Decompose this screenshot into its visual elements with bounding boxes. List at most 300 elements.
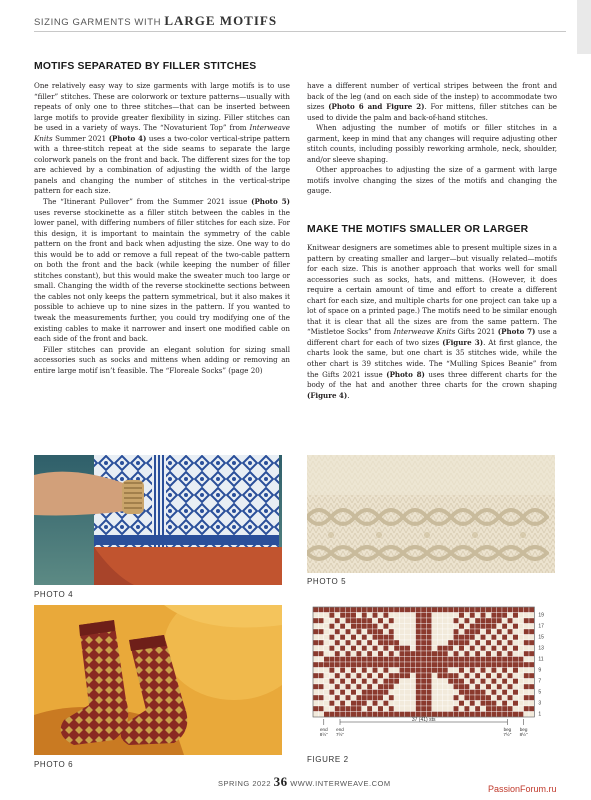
chart-cell xyxy=(324,624,329,630)
chart-cell xyxy=(345,635,350,641)
chart-cell xyxy=(372,607,377,613)
chart-cell xyxy=(416,624,421,630)
chart-cell xyxy=(470,635,475,641)
chart-cell xyxy=(480,673,485,679)
chart-cell xyxy=(426,673,431,679)
chart-cell xyxy=(507,701,512,707)
chart-cell xyxy=(416,657,421,663)
chart-cell xyxy=(475,613,480,619)
chart-cell xyxy=(529,701,534,707)
chart-cell xyxy=(453,701,458,707)
chart-cell xyxy=(362,646,367,652)
chart-cell xyxy=(426,701,431,707)
chart-cell xyxy=(383,712,388,718)
chart-cell xyxy=(513,679,518,685)
chart-cell xyxy=(464,701,469,707)
chart-cell xyxy=(437,668,442,674)
chart-cell xyxy=(448,629,453,635)
chart-cell xyxy=(491,657,496,663)
chart-cell xyxy=(416,607,421,613)
chart-cell xyxy=(518,607,523,613)
chart-cell xyxy=(470,662,475,668)
chart-cell xyxy=(410,607,415,613)
chart-cell xyxy=(453,679,458,685)
chart-cell xyxy=(362,618,367,624)
chart-cell xyxy=(486,635,491,641)
chart-cell xyxy=(313,695,318,701)
text-run: (Photo 5) xyxy=(251,197,290,207)
chart-cell xyxy=(507,712,512,718)
chart-cell xyxy=(351,640,356,646)
chart-cell xyxy=(491,618,496,624)
chart-cell xyxy=(529,657,534,663)
chart-cell xyxy=(448,679,453,685)
chart-cell xyxy=(513,701,518,707)
chart-cell xyxy=(443,690,448,696)
chart-cell xyxy=(497,613,502,619)
chart-cell xyxy=(367,651,372,657)
chart-cell xyxy=(372,613,377,619)
chart-cell xyxy=(437,618,442,624)
chart-cell xyxy=(513,662,518,668)
size-mark-value: 7½" xyxy=(335,732,345,737)
chart-cell xyxy=(464,618,469,624)
chart-cell xyxy=(389,684,394,690)
chart-cell xyxy=(340,629,345,635)
chart-cell xyxy=(497,706,502,712)
chart-cell xyxy=(524,657,529,663)
chart-cell xyxy=(340,690,345,696)
chart-cell xyxy=(475,679,480,685)
chart-cell xyxy=(313,651,318,657)
chart-cell xyxy=(405,662,410,668)
chart-cell xyxy=(502,695,507,701)
chart-cell xyxy=(421,706,426,712)
chart-cell xyxy=(362,613,367,619)
chart-cell xyxy=(497,635,502,641)
chart-cell xyxy=(486,679,491,685)
chart-cell xyxy=(443,624,448,630)
chart-cell xyxy=(502,635,507,641)
chart-cell xyxy=(432,618,437,624)
chart-cell xyxy=(513,651,518,657)
chart-cell xyxy=(345,618,350,624)
chart-cell xyxy=(448,706,453,712)
chart-cell xyxy=(383,706,388,712)
chart-cell xyxy=(394,657,399,663)
chart-cell xyxy=(432,613,437,619)
chart-cell xyxy=(367,690,372,696)
chart-cell xyxy=(480,629,485,635)
chart-cell xyxy=(416,684,421,690)
chart-cell xyxy=(497,618,502,624)
chart-cell xyxy=(491,640,496,646)
chart-cell xyxy=(448,618,453,624)
chart-cell xyxy=(507,668,512,674)
chart-cell xyxy=(351,624,356,630)
chart-cell xyxy=(356,673,361,679)
size-mark-label: beg xyxy=(503,727,512,732)
chart-cell xyxy=(394,690,399,696)
chart-cell xyxy=(394,679,399,685)
chart-cell xyxy=(351,673,356,679)
chart-cell xyxy=(410,690,415,696)
chart-cell xyxy=(529,684,534,690)
text-run: Summer 2021 xyxy=(52,133,109,143)
row-label: 1 xyxy=(538,711,542,718)
chart-cell xyxy=(426,635,431,641)
chart-cell xyxy=(443,695,448,701)
chart-cell xyxy=(437,712,442,718)
chart-cell xyxy=(340,668,345,674)
chart-cell xyxy=(470,624,475,630)
chart-cell xyxy=(426,607,431,613)
row-label: 15 xyxy=(538,634,544,641)
chart-cell xyxy=(378,684,383,690)
chart-cell xyxy=(491,695,496,701)
left-column xyxy=(34,81,290,376)
chart-cell xyxy=(410,662,415,668)
chart-cell xyxy=(405,684,410,690)
chart-cell xyxy=(513,706,518,712)
chart-cell xyxy=(367,684,372,690)
chart-cell xyxy=(356,635,361,641)
text-run: . xyxy=(347,390,350,400)
chart-cell xyxy=(383,613,388,619)
chart-cell xyxy=(524,651,529,657)
chart-cell xyxy=(497,712,502,718)
chart-cell xyxy=(318,657,323,663)
chart-cell xyxy=(410,668,415,674)
chart-cell xyxy=(389,679,394,685)
chart-cell xyxy=(378,679,383,685)
chart-cell xyxy=(426,651,431,657)
chart-cell xyxy=(383,646,388,652)
chart-cell xyxy=(470,646,475,652)
chart-cell xyxy=(426,640,431,646)
chart-cell xyxy=(459,640,464,646)
chart-cell xyxy=(405,635,410,641)
chart-cell xyxy=(464,646,469,652)
chart-cell xyxy=(497,684,502,690)
chart-cell xyxy=(313,684,318,690)
chart-cell xyxy=(470,651,475,657)
chart-cell xyxy=(340,684,345,690)
chart-cell xyxy=(367,613,372,619)
chart-cell xyxy=(372,673,377,679)
chart-cell xyxy=(416,695,421,701)
chart-cell xyxy=(399,640,404,646)
chart-cell xyxy=(405,646,410,652)
chart-cell xyxy=(470,684,475,690)
chart-cell xyxy=(421,635,426,641)
chart-cell xyxy=(453,613,458,619)
chart-cell xyxy=(437,640,442,646)
chart-cell xyxy=(421,629,426,635)
chart-cell xyxy=(453,673,458,679)
chart-cell xyxy=(502,607,507,613)
running-header-prefix: SIZING GARMENTS WITH xyxy=(34,17,162,28)
chart-cell xyxy=(383,618,388,624)
chart-cell xyxy=(524,640,529,646)
chart-cell xyxy=(475,657,480,663)
chart-cell xyxy=(389,690,394,696)
chart-cell xyxy=(318,618,323,624)
chart-cell xyxy=(351,668,356,674)
chart-cell xyxy=(448,668,453,674)
chart-cell xyxy=(513,635,518,641)
chart-cell xyxy=(480,668,485,674)
chart-cell xyxy=(470,690,475,696)
chart-cell xyxy=(459,690,464,696)
chart-cell xyxy=(335,679,340,685)
chart-cell xyxy=(432,657,437,663)
chart-cell xyxy=(443,657,448,663)
chart-cell xyxy=(448,607,453,613)
chart-cell xyxy=(502,651,507,657)
chart-cell xyxy=(524,624,529,630)
row-label: 3 xyxy=(538,700,542,707)
chart-cell xyxy=(486,706,491,712)
chart-cell xyxy=(491,646,496,652)
chart-cell xyxy=(356,712,361,718)
chart-cell xyxy=(399,679,404,685)
chart-cell xyxy=(383,635,388,641)
chart-cell xyxy=(524,695,529,701)
chart-cell xyxy=(378,613,383,619)
chart-cell xyxy=(410,695,415,701)
chart-cell xyxy=(524,679,529,685)
chart-cell xyxy=(443,618,448,624)
chart-cell xyxy=(318,695,323,701)
chart-cell xyxy=(405,629,410,635)
chart-cell xyxy=(372,695,377,701)
chart-cell xyxy=(497,679,502,685)
chart-cell xyxy=(491,624,496,630)
chart-cell xyxy=(475,668,480,674)
chart-cell xyxy=(416,673,421,679)
chart-cell xyxy=(502,712,507,718)
chart-cell xyxy=(329,607,334,613)
chart-cell xyxy=(351,657,356,663)
chart-cell xyxy=(518,613,523,619)
chart-cell xyxy=(389,613,394,619)
chart-cell xyxy=(399,651,404,657)
chart-cell xyxy=(507,629,512,635)
chart-cell xyxy=(524,607,529,613)
chart-cell xyxy=(378,607,383,613)
page-footer xyxy=(218,774,391,790)
chart-cell xyxy=(421,651,426,657)
chart-cell xyxy=(362,657,367,663)
chart-cell xyxy=(464,651,469,657)
chart-cell xyxy=(459,706,464,712)
chart-cell xyxy=(486,618,491,624)
chart-cell xyxy=(313,624,318,630)
chart-cell xyxy=(464,640,469,646)
header-rule xyxy=(34,31,566,32)
chart-cell xyxy=(389,646,394,652)
chart-cell xyxy=(362,624,367,630)
chart-cell xyxy=(335,673,340,679)
chart-cell xyxy=(437,657,442,663)
chart-cell xyxy=(351,635,356,641)
chart-cell xyxy=(464,684,469,690)
chart-cell xyxy=(351,690,356,696)
chart-cell xyxy=(421,668,426,674)
chart-cell xyxy=(448,701,453,707)
chart-cell xyxy=(426,668,431,674)
chart-cell xyxy=(394,640,399,646)
chart-cell xyxy=(529,629,534,635)
chart-cell xyxy=(410,640,415,646)
chart-cell xyxy=(470,607,475,613)
chart-cell xyxy=(491,706,496,712)
chart-cell xyxy=(416,679,421,685)
chart-cell xyxy=(513,624,518,630)
chart-cell xyxy=(437,629,442,635)
chart-cell xyxy=(335,651,340,657)
chart-cell xyxy=(356,668,361,674)
chart-cell xyxy=(389,635,394,641)
chart-cell xyxy=(518,640,523,646)
chart-cell xyxy=(389,629,394,635)
chart-cell xyxy=(318,679,323,685)
chart-cell xyxy=(507,635,512,641)
chart-cell xyxy=(453,629,458,635)
chart-cell xyxy=(318,712,323,718)
chart-cell xyxy=(443,673,448,679)
text-run: uses reverse stockinette as a filler stitch between the cables in the lower panel, with differing numbers of filler stitches for each size. For this design, it is important to maintain the symmetry of the cable pattern on the front and back when adjusting the size. One way to do this would be to add or remove a full repeat of the two-cable pattern on both the front and the back (while keeping the number of filler stitches constant), but this would make the sweater much too large or small. Changing the width of the reverse stockinette sections between the cables not only keeps the pattern symmetrical, but it also makes it possible to achieve up to nine sizes in the pattern. If you wanted to tweak the measurements further, you could try modifying one of the existing cables to make it narrower and insert one modified cable on each side of the front and back. xyxy=(34,207,290,344)
chart-cell xyxy=(356,651,361,657)
chart-cell xyxy=(335,706,340,712)
chart-cell xyxy=(464,624,469,630)
chart-cell xyxy=(470,618,475,624)
chart-cell xyxy=(513,684,518,690)
chart-cell xyxy=(394,607,399,613)
chart-cell xyxy=(367,712,372,718)
chart-cell xyxy=(318,673,323,679)
chart-cell xyxy=(518,668,523,674)
chart-cell xyxy=(345,629,350,635)
chart-cell xyxy=(362,690,367,696)
chart-cell xyxy=(464,706,469,712)
right-column-top xyxy=(307,81,557,197)
chart-cell xyxy=(475,624,480,630)
row-label: 19 xyxy=(538,612,544,619)
chart-cell xyxy=(437,690,442,696)
row-label: 5 xyxy=(538,689,542,696)
text-run: uses a two-color vertical-stripe pattern with a three-stitch repeat at the side seams to separate the large colorwork panels on the front and back. The different sizes for the top are achieved by a combination of adjusting the width of the large panels and changing the number of stitches in the vertical-stripe pattern for each size. xyxy=(34,133,290,196)
chart-cell xyxy=(443,684,448,690)
chart-cell xyxy=(329,651,334,657)
chart-cell xyxy=(497,657,502,663)
chart-cell xyxy=(356,657,361,663)
chart-cell xyxy=(378,618,383,624)
chart-cell xyxy=(345,646,350,652)
chart-cell xyxy=(313,673,318,679)
running-header-title: LARGE MOTIFS xyxy=(164,13,278,28)
chart-cell xyxy=(410,624,415,630)
chart-cell xyxy=(421,618,426,624)
chart-cell xyxy=(486,668,491,674)
text-run: (Figure 3) xyxy=(442,337,484,347)
figure-2-chart xyxy=(307,603,571,763)
chart-cell xyxy=(378,646,383,652)
chart-cell xyxy=(345,684,350,690)
chart-cell xyxy=(356,662,361,668)
chart-cell xyxy=(437,684,442,690)
chart-cell xyxy=(389,662,394,668)
chart-cell xyxy=(529,640,534,646)
chart-cell xyxy=(453,662,458,668)
chart-cell xyxy=(480,618,485,624)
chart-cell xyxy=(480,701,485,707)
chart-cell xyxy=(502,684,507,690)
chart-cell xyxy=(518,635,523,641)
text-run: Knitwear designers are sometimes able to present multiple sizes in a pattern by creating smaller and larger—but visually related—motifs for each size. This is another approach that works well for small accessories such as socks, hats, and mittens. (However, it does require a certain amount of time and effort to create a different chart for each size, and multiple charts for one project can take up a lot of space on a printed page.) The motifs need to be similar enough that it is clear that all the sizes are from the same pattern. The “Mistletoe Socks” from xyxy=(307,243,557,337)
chart-cell xyxy=(529,646,534,652)
chart-cell xyxy=(351,695,356,701)
chart-cell xyxy=(524,646,529,652)
chart-cell xyxy=(372,629,377,635)
chart-cell xyxy=(421,690,426,696)
chart-cell xyxy=(405,712,410,718)
chart-cell xyxy=(405,618,410,624)
chart-cell xyxy=(340,651,345,657)
chart-cell xyxy=(437,679,442,685)
chart-cell xyxy=(421,624,426,630)
chart-cell xyxy=(443,662,448,668)
chart-cell xyxy=(437,695,442,701)
chart-cell xyxy=(453,651,458,657)
photo-5-illustration xyxy=(307,455,555,573)
chart-cell xyxy=(448,690,453,696)
chart-cell xyxy=(329,684,334,690)
chart-cell xyxy=(437,651,442,657)
chart-cell xyxy=(318,684,323,690)
chart-cell xyxy=(502,701,507,707)
chart-cell xyxy=(491,651,496,657)
chart-cell xyxy=(399,613,404,619)
chart-cell xyxy=(383,668,388,674)
chart-cell xyxy=(464,629,469,635)
chart-cell xyxy=(372,624,377,630)
chart-cell xyxy=(345,706,350,712)
chart-cell xyxy=(394,635,399,641)
chart-cell xyxy=(529,690,534,696)
chart-cell xyxy=(416,690,421,696)
chart-cell xyxy=(335,646,340,652)
chart-cell xyxy=(475,690,480,696)
chart-cell xyxy=(313,618,318,624)
chart-cell xyxy=(491,712,496,718)
chart-cell xyxy=(491,662,496,668)
chart-cell xyxy=(507,679,512,685)
chart-cell xyxy=(405,613,410,619)
chart-cell xyxy=(329,646,334,652)
chart-cell xyxy=(340,618,345,624)
chart-cell xyxy=(529,607,534,613)
chart-cell xyxy=(421,646,426,652)
chart-cell xyxy=(416,706,421,712)
chart-cell xyxy=(502,662,507,668)
chart-cell xyxy=(324,613,329,619)
chart-cell xyxy=(351,706,356,712)
chart-cell xyxy=(318,662,323,668)
chart-cell xyxy=(453,695,458,701)
chart-cell xyxy=(340,701,345,707)
